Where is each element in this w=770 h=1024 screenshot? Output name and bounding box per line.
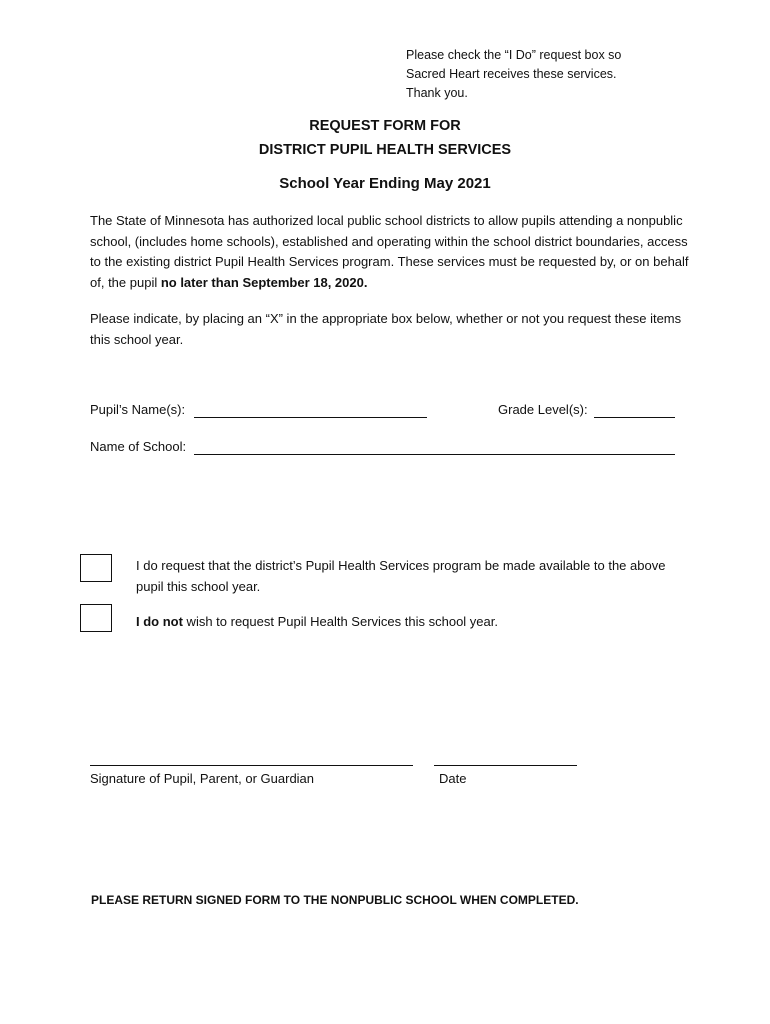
pupil-name-label: Pupil’s Name(s):	[90, 402, 186, 417]
deadline-text: no later than September 18, 2020.	[160, 274, 368, 290]
form-title-line-2: DISTRICT PUPIL HEALTH SERVICES	[258, 142, 512, 158]
request-option-text: I do request that the district’s Pupil Health Services program be made available to the above pupil this school year.	[136, 558, 666, 594]
form-title-line-1: REQUEST FORM FOR	[309, 118, 461, 134]
return-instructions: PLEASE RETURN SIGNED FORM TO THE NONPUBLIC SCHOOL WHEN COMPLETED.	[91, 893, 579, 907]
grade-level-label: Grade Level(s):	[498, 402, 588, 417]
signature-line[interactable]	[90, 765, 413, 766]
school-year-heading: School Year Ending May 2021	[279, 175, 491, 192]
instruction-note	[406, 46, 706, 103]
decline-checkbox[interactable]	[80, 604, 112, 632]
request-checkbox[interactable]	[80, 554, 112, 582]
signature-label: Signature of Pupil, Parent, or Guardian	[90, 771, 315, 786]
pupil-name-field[interactable]	[194, 417, 427, 418]
note-line-1: Please check the “I Do” request box so	[406, 48, 622, 62]
date-label: Date	[439, 771, 467, 786]
decline-bold-text: I do not	[136, 614, 183, 629]
school-name-field[interactable]	[194, 454, 675, 455]
intro-text: The State of Minnesota has authorized local public school districts to allow pupils attending a nonpublic school, (includes home schools), established and operating within the school district boundaries, access to the existing district Pupil Health Services program. These services must be requested by, or on behalf of, the pupil	[90, 213, 689, 290]
school-name-label: Name of School:	[90, 439, 187, 454]
instructions-paragraph: Please indicate, by placing an “X” in the appropriate box below, whether or not you request these items this school year.	[90, 311, 682, 347]
note-line-2: Sacred Heart receives these services.	[406, 67, 617, 81]
intro-paragraph	[90, 211, 690, 293]
date-line[interactable]	[434, 765, 577, 766]
decline-rest-text: wish to request Pupil Health Services this school year.	[182, 614, 498, 629]
grade-level-field[interactable]	[594, 417, 675, 418]
note-line-3: Thank you.	[406, 86, 468, 100]
decline-option-text	[136, 612, 681, 633]
